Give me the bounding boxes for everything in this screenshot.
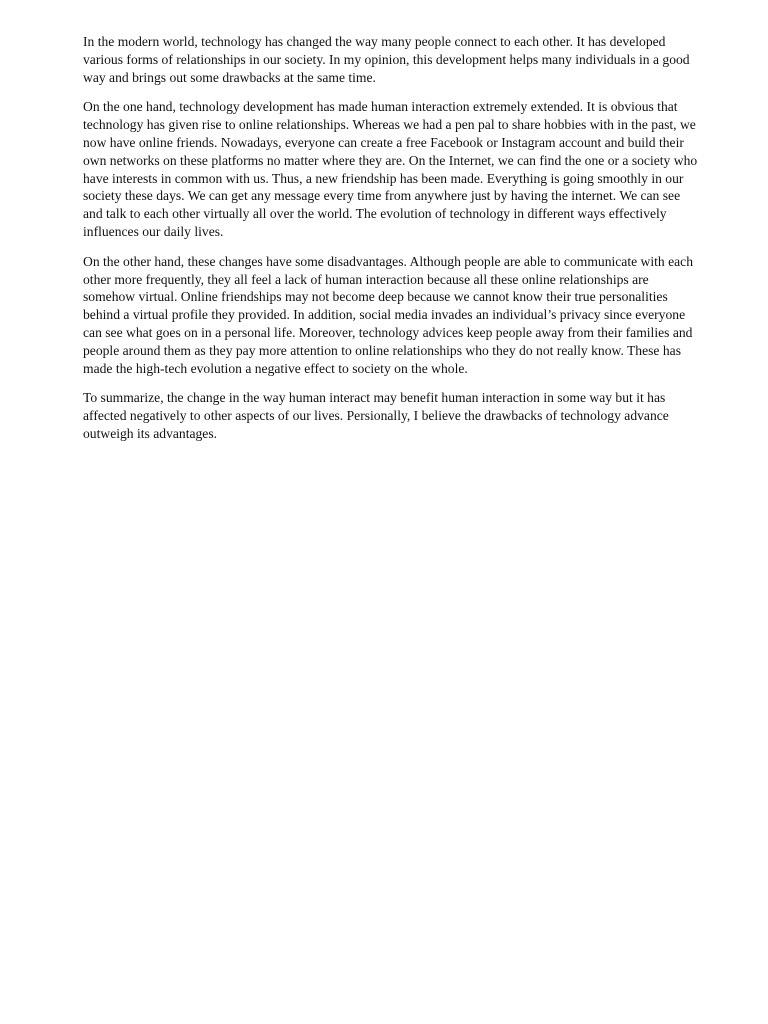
essay-body <box>83 33 698 455</box>
disadvantages-paragraph: On the other hand, these changes have some disadvantages. Although people are able to communicate with each other more frequently, they all feel a lack of human interaction because all these online relationships are somehow virtual. Online friendships may not become deep because we cannot know their true personalities behind a virtual profile they provided. In addition, social media invades an individual’s privacy since everyone can see what goes on in a personal life. Moreover, technology advices keep people away from their families and people around them as they pay more attention to online relationships who they do not really know. These has made the high-tech evolution a negative effect to society on the whole. <box>83 253 694 376</box>
intro-paragraph: In the modern world, technology has changed the way many people connect to each other. It has developed various forms of relationships in our society. In my opinion, this development helps many individuals in a good way and brings out some drawbacks at the same time. <box>83 34 690 85</box>
advantages-paragraph: On the one hand, technology development has made human interaction extremely extended. It is obvious that technology has given rise to online relationships. Whereas we had a pen pal to share hobbies with in the past, we now have online friends. Nowadays, everyone can create a free Facebook or Instagram account and build their own networks on these platforms no matter where they are. On the Internet, we can find the one or a society who have interests in common with us. Thus, a new friendship has been made. Everything is going smoothly in our society these days. We can get any message every time from anywhere just by having the internet. We can see and talk to each other virtually all over the world. The evolution of technology in different ways effectively influences our daily lives. <box>83 99 698 239</box>
conclusion-paragraph: To summarize, the change in the way human interact may benefit human interaction in some way but it has affected negatively to other aspects of our lives. Persionally, I believe the drawbacks of technology advance outweigh its advantages. <box>83 390 669 441</box>
